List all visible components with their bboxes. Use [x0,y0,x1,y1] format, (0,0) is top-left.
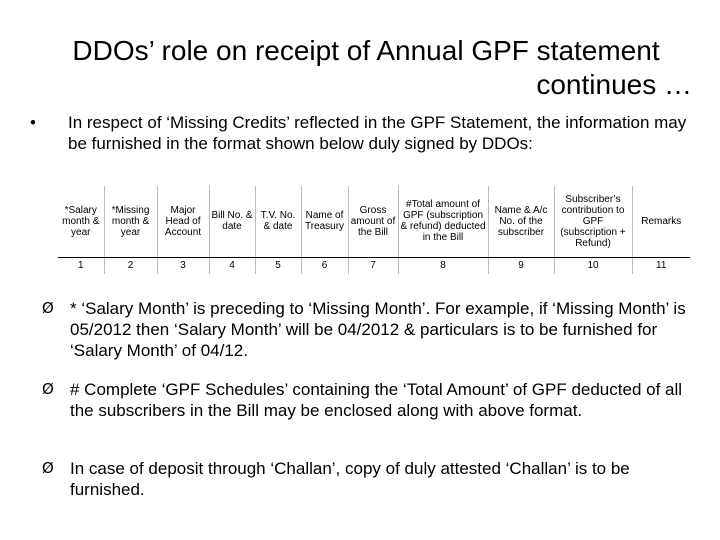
table-header-cell: Subscriber’s contribution to GPF (subscription + Refund) [554,186,632,257]
table-header-cell: Remarks [632,186,690,257]
note-text: In case of deposit through ‘Challan’, copy of duly attested ‘Challan’ is to be furnished. [70,459,630,499]
table-number-row [58,257,690,274]
column-number: 5 [255,257,301,274]
table-header-cell: *Salary month & year [58,186,104,257]
column-number: 4 [209,257,255,274]
note-text: * ‘Salary Month’ is preceding to ‘Missing Month’. For example, if ‘Missing Month’ is 05/2012 then ‘Salary Month’ will be 04/2012 & particulars is to be furnished for ‘Salary Month’ of 04/12. [70,299,686,360]
table-header-cell: *Missing month & year [104,186,157,257]
arrow-bullet-icon: Ø [42,299,54,317]
table-header-row [58,186,690,257]
intro-bullet [30,112,702,154]
slide-title-line-1: DDOs’ role on receipt of Annual GPF statement [72,35,660,66]
note-challan [42,458,706,500]
table-header-cell: Major Head of Account [157,186,209,257]
table-header-cell: Bill No. & date [209,186,255,257]
table-header-cell: T.V. No. & date [255,186,301,257]
column-number: 6 [301,257,348,274]
arrow-bullet-icon: Ø [42,459,54,477]
column-number: 2 [104,257,157,274]
arrow-bullet-icon: Ø [42,380,54,398]
column-number: 3 [157,257,209,274]
slide-title [20,34,692,102]
table-header-cell: Gross amount of the Bill [348,186,398,257]
table-header-cell: Name & A/c No. of the subscriber [488,186,554,257]
column-number: 8 [398,257,488,274]
missing-credits-format-table [58,186,690,274]
column-number: 9 [488,257,554,274]
note-text: # Complete ‘GPF Schedules’ containing the ‘Total Amount’ of GPF deducted of all the subscribers in the Bill may be enclosed along with above format. [70,380,683,420]
table-header-cell: Name of Treasury [301,186,348,257]
column-number: 10 [554,257,632,274]
slide-title-line-2: continues … [536,69,692,100]
column-number: 11 [632,257,690,274]
note-salary-month [42,298,706,361]
note-gpf-schedules [42,379,706,421]
table-header-cell: #Total amount of GPF (subscription & refund) deducted in the Bill [398,186,488,257]
column-number: 1 [77,260,84,272]
intro-text: In respect of ‘Missing Credits’ reflected in the GPF Statement, the information may be furnished in the format shown below duly signed by DDOs: [68,113,687,153]
bullet-dot-icon: • [30,113,36,132]
column-number: 7 [348,257,398,274]
